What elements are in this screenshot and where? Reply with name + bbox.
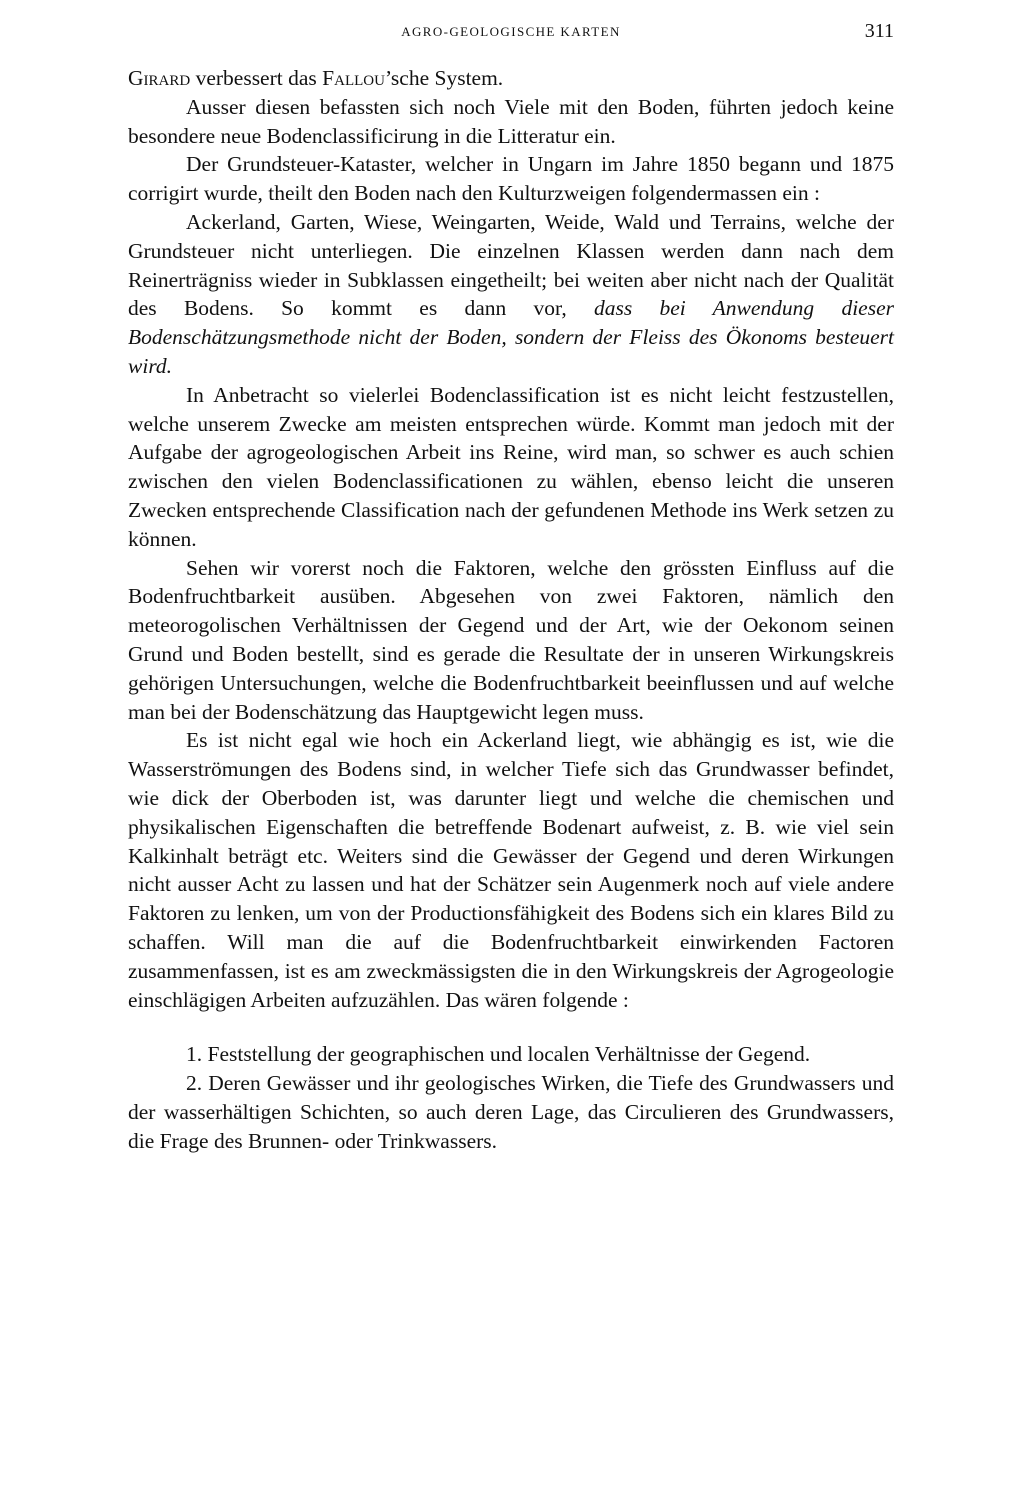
list-item-2: 2. Deren Gewässer und ihr geologisches Wirken, die Tiefe des Grundwassers und der wasserhältigen Schichten, so auch deren Lage, das Circulieren des Grundwassers, die Frage des Brunnen- oder Trinkwassers.	[128, 1071, 894, 1153]
list-spacer	[128, 1014, 894, 1040]
body-text	[128, 64, 894, 1155]
author-name-fallou: Fallou	[322, 66, 385, 90]
paragraph-7: Es ist nicht egal wie hoch ein Ackerland liegt, wie abhängig es ist, wie die Wasserströmungen des Bodens sind, in welcher Tiefe sich das Grundwasser befindet, wie dick der Oberboden ist, was darunter liegt und welche die chemischen und physikalischen Eigenschaften die betreffende Bodenart aufweist, z. B. wie viel sein Kalkinhalt beträgt etc. Weiters sind die Gewässer der Gegend und deren Wirkungen nicht ausser Acht zu lassen und hat der Schätzer sein Augenmerk noch auf viele andere Faktoren zu lenken, um von der Productionsfähigkeit des Bodens sich ein klares Bild zu schaffen. Will man die auf die Bodenfruchtbarkeit einwirkenden Factoren zusammenfassen, ist es am zweckmässigsten die in den Wirkungskreis der Agrogeologie einschlägigen Arbeiten aufzuzählen. Das wären folgende :	[128, 728, 894, 1012]
paragraph-3: Der Grundsteuer-Kataster, welcher in Ungarn im Jahre 1850 begann und 1875 corrigirt wurde, theilt den Boden nach den Kulturzweigen folgendermassen ein :	[128, 152, 894, 206]
paragraph-1	[128, 64, 894, 93]
paragraph-1-mid: verbessert das	[190, 66, 323, 90]
paragraph-4	[128, 208, 894, 381]
paragraph-1-end: ’sche System.	[384, 66, 504, 90]
paragraph-6: Sehen wir vorerst noch die Faktoren, welche den grössten Einfluss auf die Bodenfruchtbarkeit ausüben. Abgesehen von zwei Faktoren, nämlich den meteorogolischen Verhältnissen der Gegend und der Art, wie der Oekonom seinen Grund und Boden bestellt, sind es gerade die Resultate der in unseren Wirkungskreis gehörigen Untersuchungen, welche die Bodenfruchtbarkeit beeinflussen und auf welche man bei der Bodenschätzung das Hauptgewicht legen muss.	[128, 555, 894, 724]
paragraph-4-text: Ackerland, Garten, Wiese, Weingarten, Weide, Wald und Terrains, welche der Grundsteuer nicht unterliegen. Die einzelnen Klassen werden dann nach dem Reinerträgniss wieder in Subklassen eingetheilt; bei weiten aber nicht nach der Qualität des Bodens. So kommt es dann vor,	[128, 209, 894, 321]
author-name-girard: Girard	[128, 66, 191, 90]
running-title: AGRO-GEOLOGISCHE KARTEN	[401, 24, 621, 39]
paragraph-4-italic: dass bei Anwendung dieser Bodenschätzungsmethode nicht der Boden, sondern der Fleiss des Ökonoms besteuert wird.	[128, 296, 895, 378]
running-head	[128, 20, 894, 44]
list-item-1: 1. Feststellung der geographischen und localen Verhältnisse der Gegend.	[186, 1042, 811, 1067]
paragraph-5: In Anbetracht so vielerlei Bodenclassification ist es nicht leicht festzustellen, welche unserem Zwecke am meisten entsprechen würde. Kommt man jedoch mit der Aufgabe der agrogeologischen Arbeit ins Reine, wird man, so schwer es auch schien zwischen den vielen Bodenclassificationen zu wählen, ebenso leicht die unseren Zwecken entsprechende Classification nach der gefundenen Methode ins Werk setzen zu können.	[128, 382, 894, 551]
paragraph-2: Ausser diesen befassten sich noch Viele mit den Boden, führten jedoch keine besondere neue Bodenclassificirung in die Litteratur ein.	[128, 94, 894, 148]
page-number: 311	[864, 20, 894, 42]
